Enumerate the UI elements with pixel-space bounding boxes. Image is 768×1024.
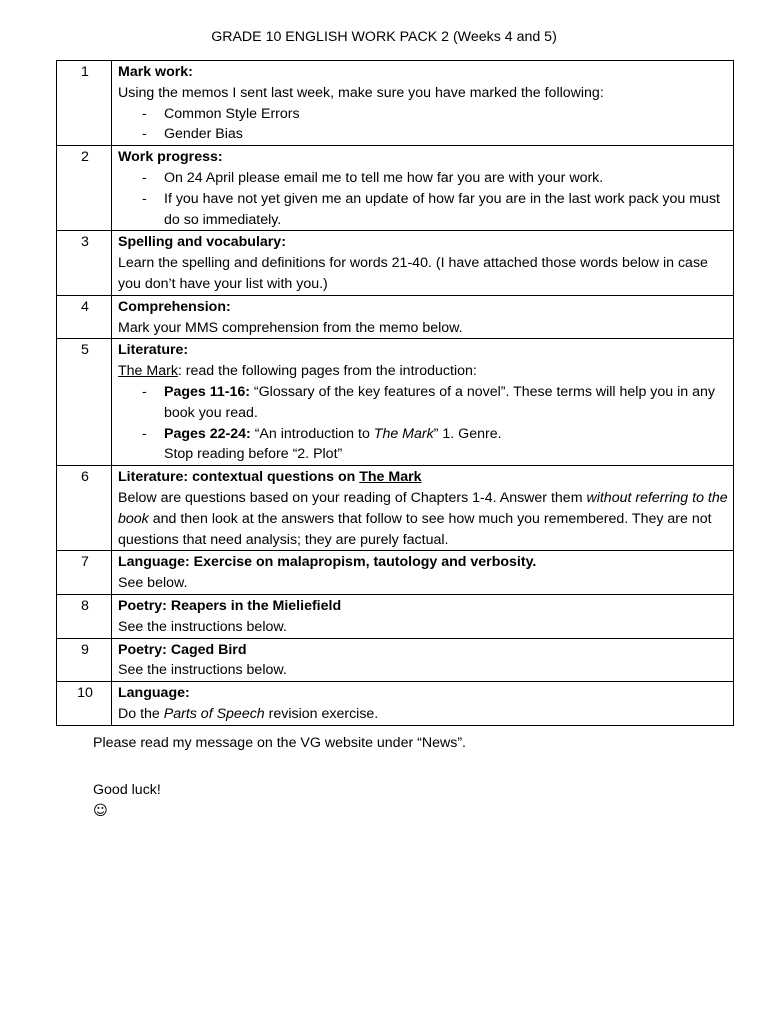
row-content <box>112 339 734 466</box>
pages-label: Pages 22-24: <box>164 425 251 442</box>
row-heading-part: Literature: contextual questions on <box>118 469 360 486</box>
row-content <box>112 295 734 339</box>
list-item <box>118 382 729 424</box>
table-row <box>57 61 734 146</box>
row-text-part: Below are questions based on your reading of Chapters 1-4. Answer them <box>118 489 587 506</box>
list-item: - If you have not yet given me an update of how far you are in the last work pack you must do so immediately. <box>118 189 729 231</box>
row-content <box>112 231 734 295</box>
book-title: The Mark <box>359 469 422 486</box>
row-heading: Spelling and vocabulary: <box>118 234 286 251</box>
row-number: 7 <box>57 551 112 595</box>
row-text <box>118 488 729 550</box>
list-item-text: “An introduction to <box>250 425 374 442</box>
bullet-list <box>118 104 729 146</box>
row-text: Learn the spelling and definitions for words 21-40. (I have attached those words below in case you don’t have your list with you.) <box>118 255 708 292</box>
row-content <box>112 638 734 682</box>
row-content <box>112 466 734 551</box>
row-text <box>118 704 729 725</box>
list-item: - Gender Bias <box>118 124 729 145</box>
row-number: 2 <box>57 146 112 231</box>
row-text-part: : read the following pages from the introduction: <box>177 363 477 380</box>
row-number: 4 <box>57 295 112 339</box>
row-number: 1 <box>57 61 112 146</box>
row-number: 5 <box>57 339 112 466</box>
row-heading: Poetry: Reapers in the Mieliefield <box>118 597 342 614</box>
good-luck-text: Good luck! <box>93 782 161 798</box>
table-row <box>57 682 734 726</box>
list-item: - Common Style Errors <box>118 104 729 125</box>
table-row <box>57 594 734 638</box>
table-row <box>57 638 734 682</box>
work-pack-table <box>56 60 734 726</box>
table-row <box>57 231 734 295</box>
row-heading: Literature: <box>118 342 189 359</box>
table-row <box>57 466 734 551</box>
row-text: Mark your MMS comprehension from the memo below. <box>118 319 463 336</box>
list-item: - On 24 April please email me to tell me how far you are with your work. <box>118 168 729 189</box>
row-text-part: and then look at the answers that follow to see how much you remembered. They are not questions that need analysis; they are purely factual. <box>118 510 712 548</box>
book-title: The Mark <box>118 363 178 380</box>
row-heading: Mark work: <box>118 64 193 80</box>
row-number: 6 <box>57 466 112 551</box>
row-text-part: revision exercise. <box>264 705 379 722</box>
row-heading: Comprehension: <box>118 298 231 315</box>
row-heading: Language: <box>118 685 190 702</box>
row-text: See below. <box>118 575 188 592</box>
row-content <box>112 146 734 231</box>
list-item-text: ” 1. Genre. <box>433 425 502 442</box>
row-text: Using the memos I sent last week, make sure you have marked the following: <box>118 84 604 101</box>
row-text-italic: without referring to the book <box>118 489 728 527</box>
row-heading: Poetry: Caged Bird <box>118 641 247 658</box>
row-number: 9 <box>57 638 112 682</box>
bullet-list <box>118 382 729 465</box>
row-heading: Language: Exercise on malapropism, tautology and verbosity. <box>118 554 537 571</box>
row-content <box>112 594 734 638</box>
footer-message: Please read my message on the VG website under “News”. <box>93 735 466 751</box>
table-row <box>57 339 734 466</box>
row-text <box>118 361 729 382</box>
list-item-text: Stop reading before “2. Plot” <box>164 446 343 463</box>
row-content <box>112 551 734 595</box>
row-number: 3 <box>57 231 112 295</box>
page-title: GRADE 10 ENGLISH WORK PACK 2 (Weeks 4 and 5) <box>211 29 557 45</box>
row-text-italic: Parts of Speech <box>163 705 265 722</box>
table-row <box>57 551 734 595</box>
bullet-list <box>118 168 729 230</box>
row-content <box>112 61 734 146</box>
book-title: The Mark <box>373 425 434 442</box>
table-row <box>57 295 734 339</box>
row-number: 8 <box>57 594 112 638</box>
row-text: See the instructions below. <box>118 618 287 635</box>
row-heading <box>118 467 729 488</box>
list-item <box>118 424 729 466</box>
list-item-text: “Glossary of the key features of a novel”. These terms will help you in any book you read. <box>164 383 715 421</box>
pages-label: Pages 11-16: <box>164 383 250 400</box>
smiley-icon: ☺ <box>93 803 108 819</box>
row-text: See the instructions below. <box>118 662 287 679</box>
table-row <box>57 146 734 231</box>
row-text-part: Do the <box>118 705 164 722</box>
row-content <box>112 682 734 726</box>
row-heading: Work progress: <box>118 149 223 166</box>
row-number: 10 <box>57 682 112 726</box>
